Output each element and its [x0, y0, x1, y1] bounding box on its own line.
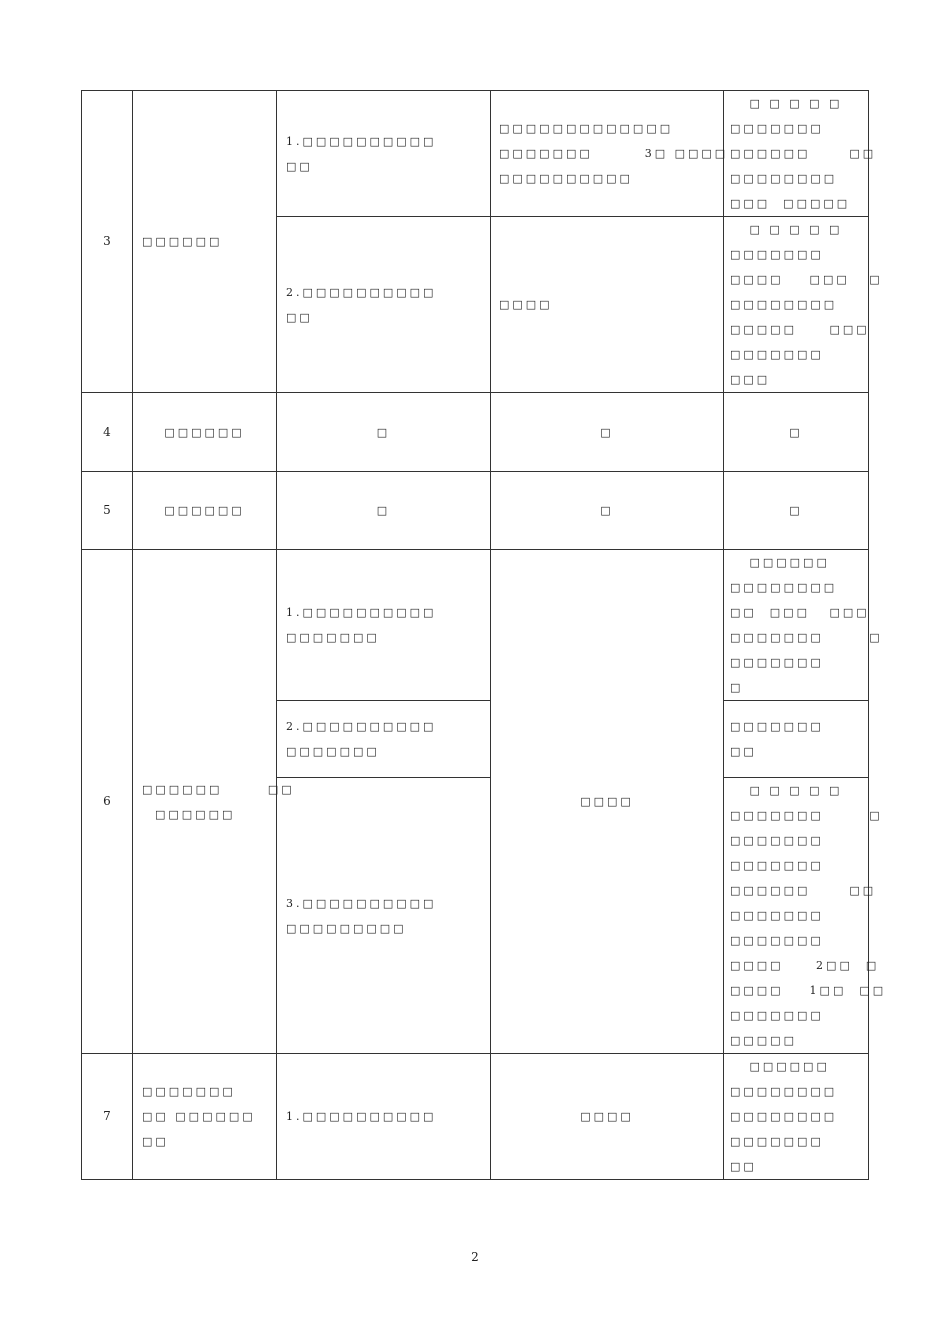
row-number: 7	[82, 1054, 133, 1180]
sub-item-cell: 2.□□□□□□□□□□ □□□□□□□	[277, 701, 491, 778]
item-cell: □□□□□□□ □□ □□□□□□ □□	[133, 1054, 277, 1180]
page-number: 2	[471, 1250, 479, 1264]
note-cell: □	[724, 393, 869, 472]
method-cell: □□□□□□□□□□□□□ □□□□□□□ 3□ □□□□ □□□□□□□□□□	[491, 91, 724, 217]
sub-item-cell: 3.□□□□□□□□□□ □□□□□□□□□	[277, 778, 491, 1054]
method-cell: □□□□	[491, 217, 724, 393]
note-cell: □ □ □ □ □ □□□□□□□ □ □□□□□□□ □□□□□□□ □□□□□□ □□ □□□□□□□ □□□□□□□ □□□□ 2□□ □ □□□□ 1□□ □□ □□□□□□□ □□□□□	[724, 778, 869, 1054]
method-cell: □	[491, 472, 724, 550]
table-row	[82, 472, 869, 550]
sub-item-cell: 1.□□□□□□□□□□ □□□□□□□	[277, 550, 491, 701]
method-cell: □□□□	[491, 1054, 724, 1180]
row-number: 3	[82, 91, 133, 393]
note-cell: □	[724, 472, 869, 550]
item-cell: □□□□□□ □□ □□□□□□	[133, 550, 277, 1054]
row-number: 6	[82, 550, 133, 1054]
inspection-table	[81, 90, 887, 1180]
table-row	[82, 91, 869, 217]
note-cell: □□□□□□□ □□	[724, 701, 869, 778]
item-cell: □□□□□□	[133, 393, 277, 472]
item-cell: □□□□□□	[133, 91, 277, 393]
sub-item-cell: 1.□□□□□□□□□□ □□	[277, 91, 491, 217]
sub-item-cell: □	[277, 472, 491, 550]
table-row	[82, 1054, 869, 1180]
method-cell: □	[491, 393, 724, 472]
row-number: 5	[82, 472, 133, 550]
sub-item-cell: 2.□□□□□□□□□□ □□	[277, 217, 491, 393]
note-cell: □ □ □ □ □ □□□□□□□ □□□□ □□□ □ □□□□□□□□ □□□□□ □□□ □□□□□□□ □□□	[724, 217, 869, 393]
note-cell: □□□□□□ □□□□□□□□ □□□□□□□□ □□□□□□□ □□	[724, 1054, 869, 1180]
note-cell: □ □ □ □ □ □□□□□□□ □□□□□□ □□ □□□□□□□□ □□□ □□□□□	[724, 91, 869, 217]
sub-item-cell: 1.□□□□□□□□□□	[277, 1054, 491, 1180]
item-cell: □□□□□□	[133, 472, 277, 550]
table-row	[82, 393, 869, 472]
row-number: 4	[82, 393, 133, 472]
table-row	[82, 550, 869, 701]
sub-item-cell: □	[277, 393, 491, 472]
note-cell: □□□□□□ □□□□□□□□ □□ □□□ □□□ □□□□□□□ □ □□□□□□□ □	[724, 550, 869, 701]
method-cell: □□□□	[491, 550, 724, 1054]
